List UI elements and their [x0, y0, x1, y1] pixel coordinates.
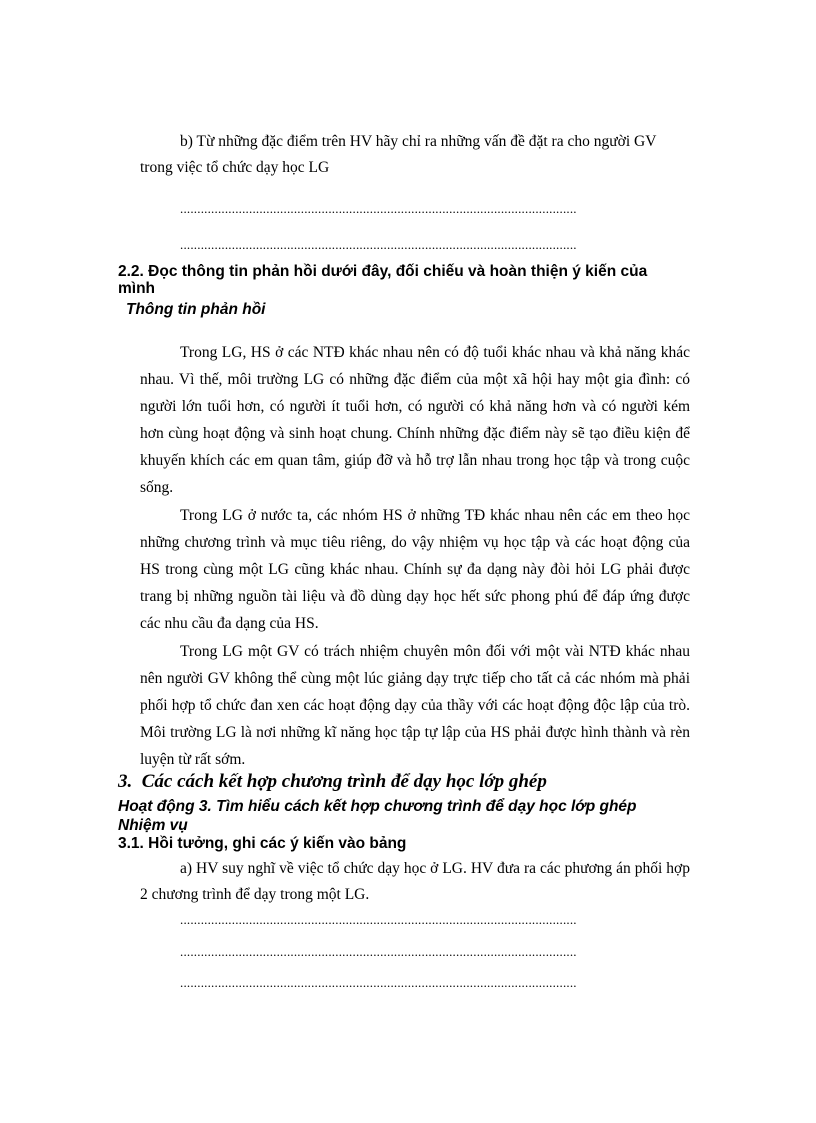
feedback-subheading: Thông tin phản hồi [126, 301, 266, 318]
item-a-paragraph: a) HV suy nghĩ về việc tổ chức dạy học ở LG. HV đưa ra các phương án phối hợp 2 chương trình để dạy trong một LG. [140, 860, 690, 903]
answer-line-1: ................................................................................................................... [180, 201, 577, 216]
feedback-paragraph-2: Trong LG ở nước ta, các nhóm HS ở những TĐ khác nhau nên các em theo học những chương trình và mục tiêu riêng, do vậy nhiệm vụ học tập và các hoạt động của HS trong cùng một LG cũng khác nhau. Chính sự đa dạng này đòi hỏi LG phải được trang bị những nguồn tài liệu và đồ dùng dạy học hết sức phong phú để đáp ứng được các nhu cầu đa dạng của HS. [140, 507, 690, 632]
task-heading: Nhiệm vụ [118, 817, 188, 834]
part-b-line2: trong việc tổ chức dạy học LG [140, 159, 330, 176]
feedback-paragraph-1: Trong LG, HS ở các NTĐ khác nhau nên có độ tuổi khác nhau và khả năng khác nhau. Vì thế, môi trường LG có những đặc điểm của một xã hội hay một gia đình: có người lớn tuổi hơn, có người ít tuổi hơn, có người có khả năng hơn và có người kém hơn cùng hoạt động và sinh hoạt chung. Chính những đặc điểm này sẽ tạo điều kiện để khuyến khích các em quan tâm, giúp đỡ và hỗ trợ lẫn nhau trong học tập và trong cuộc sống. [140, 344, 690, 496]
section-2-2-heading-line1: 2.2. Đọc thông tin phản hồi dưới đây, đối chiếu và hoàn thiện ý kiến của [118, 263, 648, 280]
activity-3-heading: Hoạt động 3. Tìm hiểu cách kết hợp chương trình để dạy học lớp ghép [118, 798, 637, 815]
section-3-title: 3. Các cách kết hợp chương trình để dạy học lớp ghép [118, 771, 547, 792]
section-3-1-heading: 3.1. Hồi tưởng, ghi các ý kiến vào bảng [118, 835, 407, 852]
answer-line-5: ................................................................................................................... [180, 975, 577, 990]
section-2-2-heading-line2: mình [118, 280, 156, 297]
answer-line-2: ................................................................................................................... [180, 237, 577, 252]
answer-line-4: ................................................................................................................... [180, 944, 577, 959]
feedback-paragraph-3: Trong LG một GV có trách nhiệm chuyên môn đối với một vài NTĐ khác nhau nên người GV không thể cùng một lúc giảng dạy trực tiếp cho tất cả các nhóm mà phải phối hợp tổ chức đan xen các hoạt động dạy của thầy với các hoạt động độc lập của trò. Môi trường LG là nơi những kĩ năng học tập tự lập của HS phải được hình thành và rèn luyện từ rất sớm. [140, 643, 690, 768]
part-b-line1: b) Từ những đặc điểm trên HV hãy chỉ ra những vấn đề đặt ra cho người GV [180, 133, 657, 150]
answer-line-3: ................................................................................................................... [180, 912, 577, 927]
